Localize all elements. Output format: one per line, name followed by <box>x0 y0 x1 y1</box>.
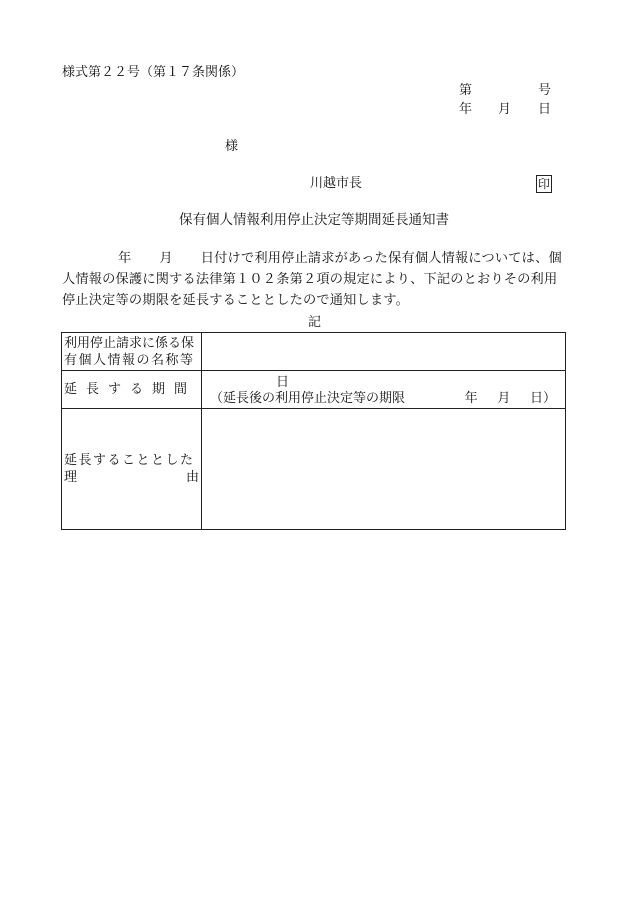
table-row <box>62 371 566 409</box>
row2-label-line <box>62 381 201 398</box>
row2-note-day: 日） <box>529 391 556 406</box>
body-month: 月 <box>159 251 173 266</box>
row3-label <box>62 409 202 530</box>
row1-label <box>62 333 202 371</box>
form-number: 様式第２２号（第１７条関係） <box>62 65 245 80</box>
row3-label-line2 <box>62 469 201 486</box>
row2-value[interactable] <box>202 371 566 409</box>
doc-number-go: 号 <box>538 83 552 98</box>
row2-note-year: 年 <box>464 391 478 406</box>
row2-note-month: 月 <box>497 391 511 406</box>
row2-note-prefix: （延長後の利用停止決定等の期限 <box>210 391 406 406</box>
document-title: 保有個人情報利用停止決定等期間延長通知書 <box>179 212 449 228</box>
addressee-suffix: 様 <box>225 139 239 154</box>
date-day: 日 <box>538 102 552 117</box>
doc-number-dai: 第 <box>459 83 473 98</box>
body-year: 年 <box>118 251 132 266</box>
date-month: 月 <box>498 102 512 117</box>
body-text: 日付けで利用停止請求があった保有個人情報については、個人情報の保護に関する法律第１０２条第２項の規定により、下記のとおりその利用停止決定等の期限を延長することとしたので通知します。 <box>62 251 562 308</box>
row2-day: 日 <box>276 375 290 390</box>
detail-table <box>61 332 566 530</box>
row2-label <box>62 371 202 409</box>
row3-value[interactable] <box>202 409 566 530</box>
row1-label-line2-text: 有個人情報の名称等 <box>64 352 195 368</box>
table-row <box>62 333 566 371</box>
row3-label-right: 由 <box>185 470 199 485</box>
body-paragraph <box>62 248 568 311</box>
row2-note <box>210 391 556 407</box>
ki-label: 記 <box>308 315 322 330</box>
row2-label-text: 延長する期間 <box>64 382 197 397</box>
date-year: 年 <box>459 102 473 117</box>
row1-value[interactable] <box>202 333 566 371</box>
issuer-name: 川越市長 <box>310 176 363 191</box>
row3-label-line1 <box>62 452 201 469</box>
row1-label-line1-text: 利用停止請求に係る保 <box>64 335 195 351</box>
row3-label-line1-text: 延長することとした <box>64 453 195 468</box>
seal-mark: 印 <box>537 177 550 191</box>
table-row <box>62 409 566 530</box>
row1-label-line2 <box>62 352 201 369</box>
row3-label-left: 理 <box>64 470 78 485</box>
row1-label-line1 <box>62 335 201 352</box>
